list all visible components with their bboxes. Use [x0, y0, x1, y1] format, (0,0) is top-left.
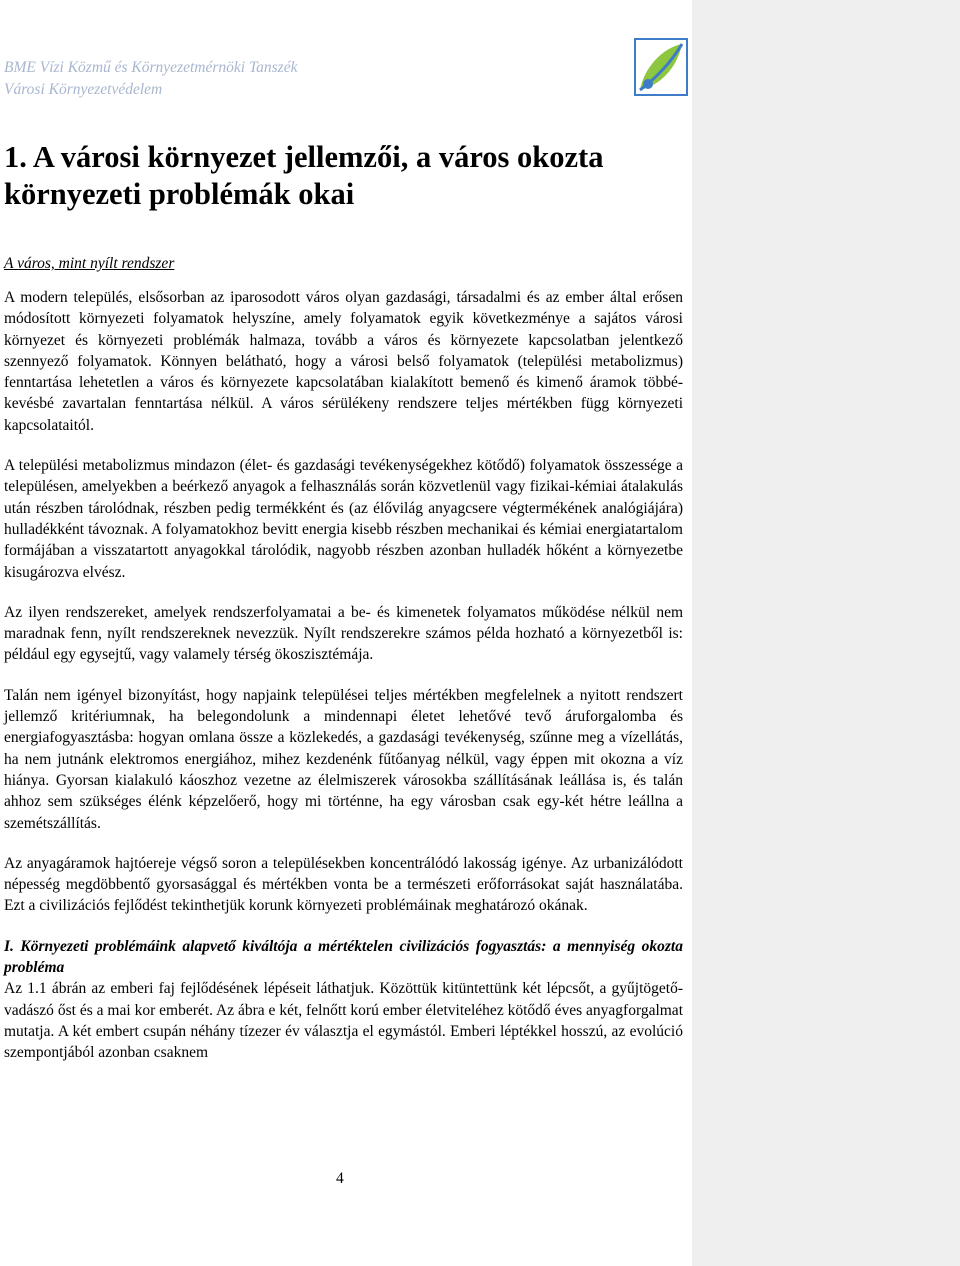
page-number: 4	[336, 1170, 344, 1187]
running-header	[4, 57, 297, 101]
header-department: BME Vízi Közmű és Környezetmérnöki Tanszék	[4, 59, 298, 76]
document-body	[4, 253, 683, 1083]
paragraph-3: Az ilyen rendszereket, amelyek rendszerfolyamatai a be- és kimenetek folyamatos működése nélkül nem maradnak fenn, nyílt rendszereknek nevezzük. Nyílt rendszerekre számos példa hozható a környezetből is: például egy egysejtű, vagy valamely térség ökoszisztémája.	[4, 603, 683, 664]
section-subtitle: A város, mint nyílt rendszer	[4, 255, 175, 272]
section-heading: I. Környezeti problémáink alapvető kiváltója a mértéktelen civilizációs fogyasztás: a mennyiség okozta probléma	[4, 937, 683, 977]
paragraph-4: Talán nem igényel bizonyítást, hogy napjaink települései teljes mértékben megfelelnek a nyitott rendszert jellemző kritériumnak, ha belegondolunk a mindennapi életet lehetővé tevő áruforgalomba és energiafogyasztásba: hogyan omlana össze a közlekedés, a gazdasági tevékenység, szűnne meg a vízellátás, ha nem jutnánk elektromos energiához, mihez kezdenénk fűtőanyag nélkül, vagy éppen mit okozna a víz hiánya. Gyorsan kialakuló káoszhoz vezetne az élelmiszerek városokba szállításának leállása is, és talán ahhoz sem szükséges élénk képzelőerő, hogy mi történne, ha egy városban csak egy-két hétre leállna a szemétszállítás.	[4, 686, 683, 832]
page-title: 1. A városi környezet jellemzői, a város okozta környezeti problémák okai	[4, 140, 604, 211]
paragraph-6: Az 1.1 ábrán az emberi faj fejlődésének lépéseit láthatjuk. Közöttük kitüntettünk két lépcsőt, a gyűjtögető-vadászó őst és a mai kor emberét. Az ábra e két, felnőtt korú ember életviteléhez kötődő éves anyagforgalmat mutatja. A két embert csupán néhány tízezer év választja el egymástól. Emberi léptékkel hosszú, az evolúció szempontjából azonban csaknem	[4, 980, 683, 1062]
bme-vkkt-logo-icon	[634, 38, 688, 96]
paragraph-5: Az anyagáramok hajtóereje végső soron a településekben koncentrálódó lakosság igénye. Az urbanizálódott népesség megdöbbentő gyorsasággal és mértékben vonta be a természeti erőforrásokat saját használatába. Ezt a civilizációs fejlődést tekinthetjük korunk környezeti problémáinak meghatározó okának.	[4, 854, 683, 915]
header-course: Városi Környezetvédelem	[4, 81, 163, 98]
paragraph-2: A települési metabolizmus mindazon (élet- és gazdasági tevékenységekhez kötődő) folyamatok összessége a településen, amelyekben a beérkező anyagok a felhasználás során közvetlenül vagy fizikai-kémiai átalakulás után részben tárolódnak, részben pedig termékként és (az élővilág anyagcsere végtermékének analógiájára) hulladékként távoznak. A folyamatokhoz bevitt energia kisebb részben mechanikai és kémiai energiatartalom formájában a visszatartott anyagokkal tárolódik, nagyobb részben azonban hulladék hőként a környezetbe kisugározva elvész.	[4, 457, 683, 581]
paragraph-1: A modern település, elsősorban az iparosodott város olyan gazdasági, társadalmi és az ember által erősen módosított környezeti folyamatok helyszíne, amely folyamatok egyik következménye a sajátos városi környezet és környezeti problémák halmaza, tovább a város és környezete kapcsolatban jelentkező szennyező folyamatok. Könnyen belátható, hogy a városi belső folyamatok (települési metabolizmus) fenntartása lehetetlen a város és környezete kapcsolatában kialakított bemenő és kimenő áramok többé-kevésbé zavartalan fenntartása nélkül. A város sérülékeny rendszere teljes mértékben függ környezeti kapcsolataitól.	[4, 289, 683, 434]
comment-margin-panel	[692, 0, 960, 1266]
